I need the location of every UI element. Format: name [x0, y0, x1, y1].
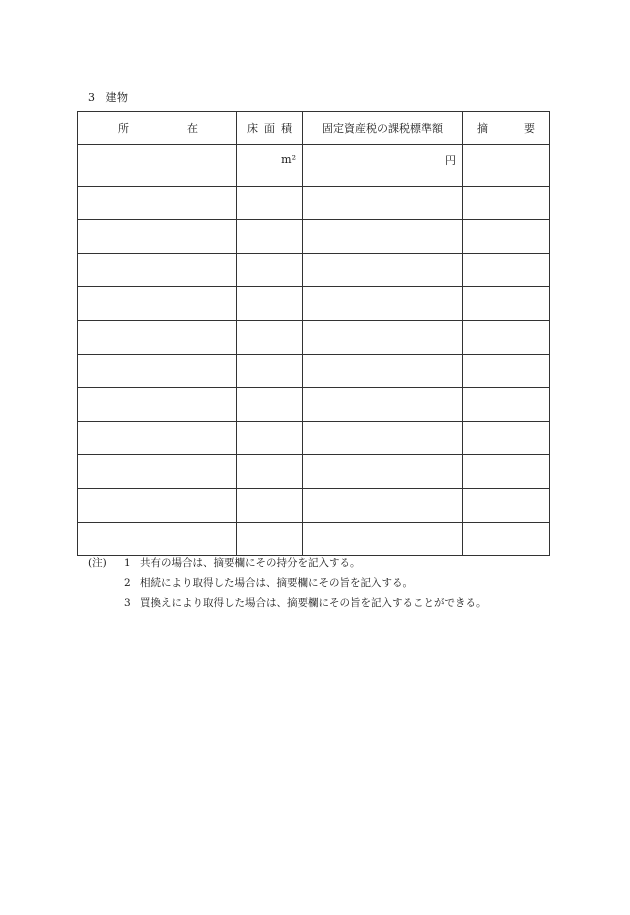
valuation-cell[interactable]	[303, 320, 463, 354]
table-header-row	[78, 112, 550, 145]
note-text: 共有の場合は、摘要欄にその持分を記入する。	[140, 557, 361, 569]
header-floor-area-char-2: 面	[264, 122, 275, 135]
table-row	[78, 287, 550, 321]
note-item	[88, 593, 487, 613]
floor-area-cell[interactable]	[237, 455, 303, 489]
section-title	[88, 89, 129, 105]
note-number: 2	[124, 577, 131, 589]
valuation-cell[interactable]	[303, 220, 463, 254]
note-number: 3	[124, 597, 131, 609]
remarks-cell[interactable]	[463, 522, 550, 556]
table-row	[78, 522, 550, 556]
floor-area-cell[interactable]	[237, 320, 303, 354]
header-floor-area	[237, 112, 303, 145]
floor-area-cell[interactable]	[237, 220, 303, 254]
table-row	[78, 388, 550, 422]
location-cell[interactable]	[78, 220, 237, 254]
table-row	[78, 186, 550, 220]
note-text: 相続により取得した場合は、摘要欄にその旨を記入する。	[140, 577, 413, 589]
note-number: 1	[124, 557, 131, 569]
floor-area-cell[interactable]	[237, 186, 303, 220]
location-cell[interactable]	[78, 488, 237, 522]
remarks-cell[interactable]	[463, 455, 550, 489]
valuation-cell[interactable]	[303, 186, 463, 220]
header-floor-area-char-1: 床	[247, 122, 258, 135]
table-row	[78, 488, 550, 522]
floor-area-cell[interactable]	[237, 488, 303, 522]
header-valuation: 固定資産税の課税標準額	[303, 112, 463, 145]
remarks-cell[interactable]	[463, 320, 550, 354]
valuation-cell[interactable]	[303, 354, 463, 388]
note-item	[88, 553, 487, 573]
note-text: 買換えにより取得した場合は、摘要欄にその旨を記入することができる。	[140, 597, 487, 609]
note-item	[88, 573, 487, 593]
notes-prefix: (注)	[88, 557, 107, 569]
remarks-cell[interactable]	[463, 145, 550, 187]
floor-area-cell[interactable]	[237, 421, 303, 455]
location-cell[interactable]	[78, 253, 237, 287]
floor-area-cell[interactable]	[237, 287, 303, 321]
header-remarks-char-2: 要	[524, 122, 535, 135]
header-floor-area-char-3: 積	[281, 122, 292, 135]
table-row	[78, 421, 550, 455]
section-heading: 建物	[105, 91, 129, 104]
floor-area-cell[interactable]	[237, 354, 303, 388]
floor-area-cell[interactable]	[237, 145, 303, 187]
header-location-char-1: 所	[118, 122, 129, 135]
location-cell[interactable]	[78, 186, 237, 220]
table-row	[78, 354, 550, 388]
header-remarks	[463, 112, 550, 145]
remarks-cell[interactable]	[463, 354, 550, 388]
notes	[88, 553, 487, 613]
remarks-cell[interactable]	[463, 421, 550, 455]
floor-area-cell[interactable]	[237, 522, 303, 556]
remarks-cell[interactable]	[463, 388, 550, 422]
building-table	[77, 111, 550, 556]
remarks-cell[interactable]	[463, 287, 550, 321]
header-location	[78, 112, 237, 145]
location-cell[interactable]	[78, 522, 237, 556]
valuation-cell[interactable]	[303, 455, 463, 489]
valuation-cell[interactable]	[303, 287, 463, 321]
location-cell[interactable]	[78, 388, 237, 422]
location-cell[interactable]	[78, 455, 237, 489]
valuation-cell[interactable]	[303, 145, 463, 187]
valuation-cell[interactable]	[303, 421, 463, 455]
valuation-cell[interactable]	[303, 522, 463, 556]
floor-area-unit: m²	[281, 153, 296, 166]
table-row	[78, 455, 550, 489]
location-cell[interactable]	[78, 145, 237, 187]
remarks-cell[interactable]	[463, 220, 550, 254]
floor-area-cell[interactable]	[237, 253, 303, 287]
table-row	[78, 145, 550, 187]
location-cell[interactable]	[78, 421, 237, 455]
remarks-cell[interactable]	[463, 186, 550, 220]
table-row	[78, 320, 550, 354]
location-cell[interactable]	[78, 287, 237, 321]
table-row	[78, 253, 550, 287]
location-cell[interactable]	[78, 320, 237, 354]
valuation-cell[interactable]	[303, 253, 463, 287]
header-remarks-char-1: 摘	[477, 122, 488, 135]
remarks-cell[interactable]	[463, 253, 550, 287]
remarks-cell[interactable]	[463, 488, 550, 522]
table-row	[78, 220, 550, 254]
location-cell[interactable]	[78, 354, 237, 388]
valuation-unit: 円	[445, 154, 456, 167]
header-location-char-2: 在	[187, 122, 198, 135]
valuation-cell[interactable]	[303, 488, 463, 522]
valuation-cell[interactable]	[303, 388, 463, 422]
section-number: 3	[88, 91, 96, 104]
floor-area-cell[interactable]	[237, 388, 303, 422]
